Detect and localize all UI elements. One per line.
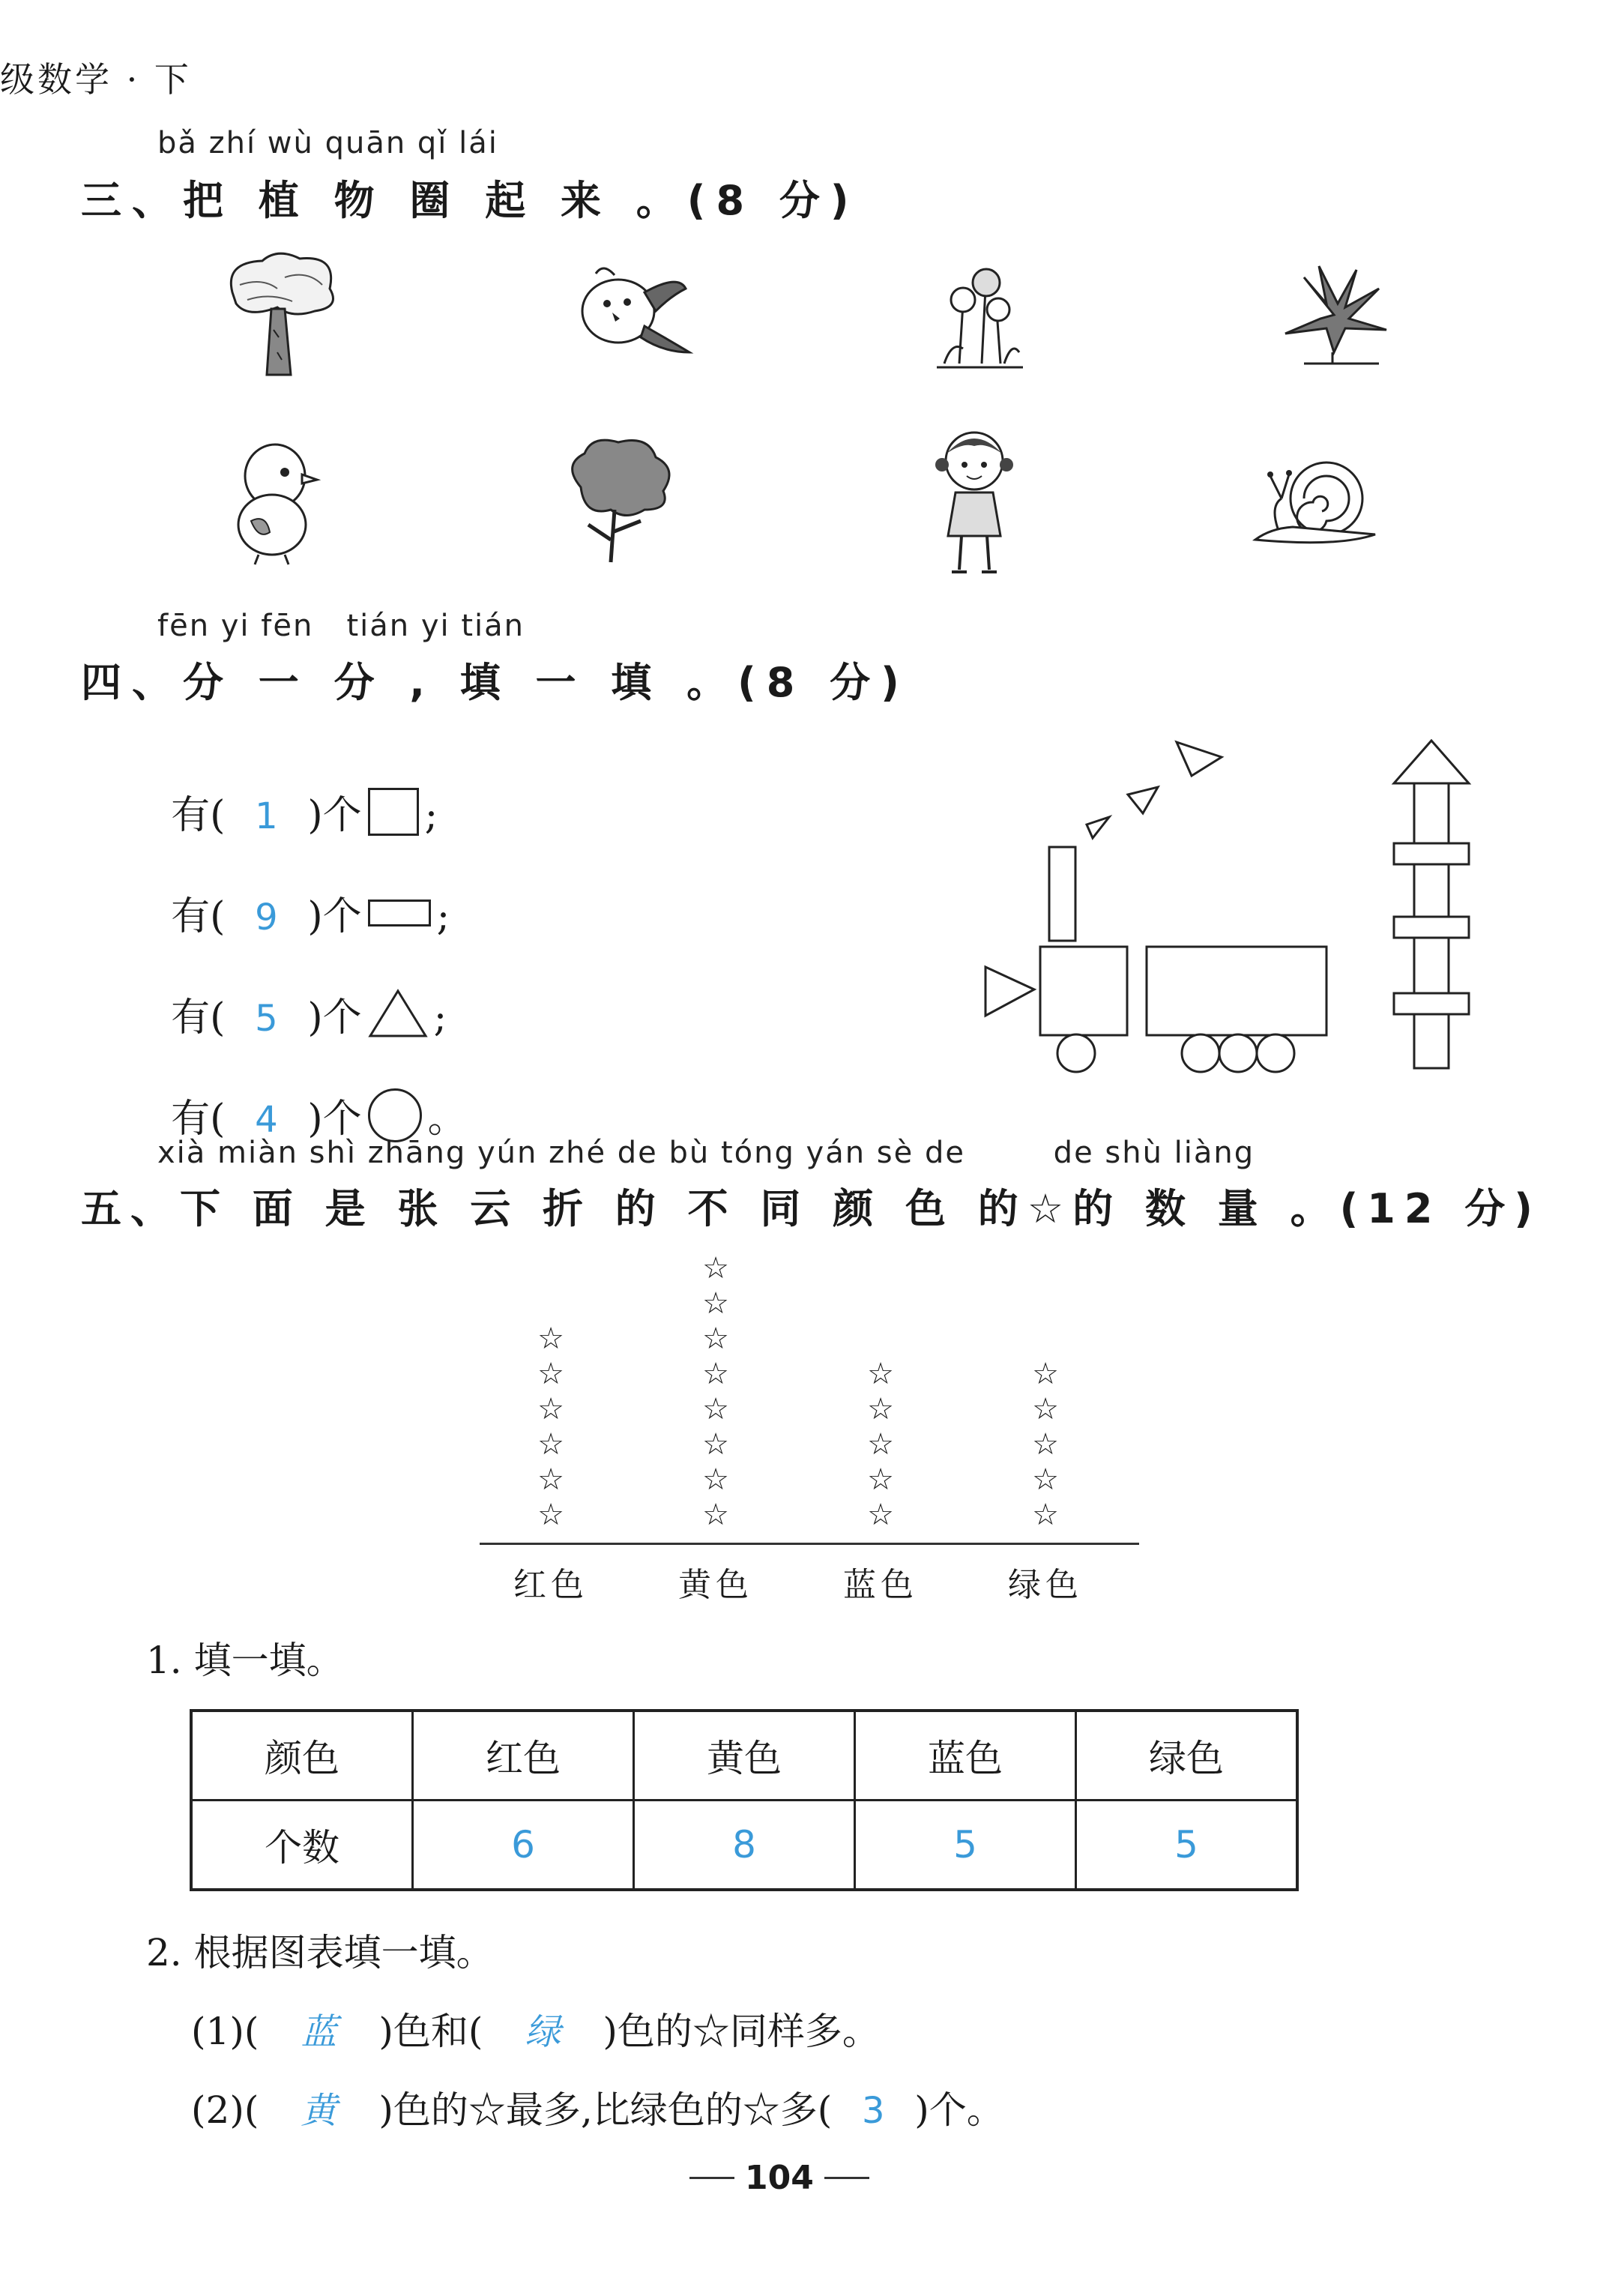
- footer-rule: [824, 2177, 869, 2179]
- answer-red-count[interactable]: 6: [413, 1801, 634, 1890]
- table-header-cell: 蓝色: [855, 1711, 1076, 1801]
- chick-icon[interactable]: [229, 439, 322, 566]
- page-number: 104: [745, 2159, 814, 2197]
- section5-title: 五、下 面 是 张 云 折 的 不 同 颜 色 的☆的 数 量 。(12 分): [81, 1185, 1542, 1232]
- table-header-cell: 绿色: [1076, 1711, 1298, 1801]
- answer-rectangle-count[interactable]: 9: [255, 897, 278, 938]
- footer-rule: [689, 2177, 734, 2179]
- chart-star-mark: ☆: [537, 1498, 564, 1532]
- section4-pinyin: fēn yi fēn tián yi tián: [157, 609, 525, 643]
- chart-star-mark: ☆: [702, 1462, 729, 1497]
- chart-star-mark: ☆: [867, 1462, 894, 1497]
- q2-1-text: (1)(: [191, 2010, 259, 2053]
- chart-star-mark: ☆: [537, 1462, 564, 1497]
- row-suffix: )个: [307, 995, 362, 1040]
- section3-title: 三、把 植 物 圈 起 来 。(8 分): [81, 177, 860, 224]
- answer-circle-count[interactable]: 4: [255, 1099, 278, 1141]
- girl-icon[interactable]: [926, 424, 1023, 577]
- table-header-cell: 黄色: [634, 1711, 855, 1801]
- rectangle-icon: [368, 900, 431, 926]
- q2-2-text: )色的☆最多,比绿色的☆多(: [378, 2088, 833, 2132]
- flowers-icon[interactable]: [929, 259, 1027, 371]
- chart-star-mark: ☆: [1032, 1462, 1059, 1497]
- tree-icon[interactable]: [217, 247, 345, 382]
- chart-star-mark: ☆: [1032, 1498, 1059, 1532]
- page-footer: [689, 2159, 869, 2197]
- table-header-cell: 红色: [413, 1711, 634, 1801]
- chart-category-label: 红色: [513, 1566, 588, 1604]
- snail-icon[interactable]: [1248, 454, 1383, 551]
- table-row: [191, 1711, 1297, 1801]
- count-row-square: [146, 738, 438, 840]
- q2-2-line: [191, 2080, 1004, 2134]
- chart-category-label: 绿色: [1008, 1566, 1083, 1604]
- chart-star-mark: ☆: [702, 1498, 729, 1532]
- chart-star-mark: ☆: [537, 1357, 564, 1391]
- chart-star-mark: ☆: [537, 1322, 564, 1356]
- lily-icon[interactable]: [1274, 262, 1394, 367]
- section5-pinyin: xià miàn shì zhāng yún zhé de bù tóng yán sè de de shù liàng: [157, 1136, 1255, 1170]
- bird-icon[interactable]: [573, 259, 697, 364]
- section4-title: 四、分 一 分 , 填 一 填 。(8 分): [81, 659, 910, 706]
- answer-triangle-count[interactable]: 5: [255, 998, 278, 1040]
- q2-label: 2. 根据图表填一填。: [146, 1931, 494, 1974]
- row-end: 。: [427, 1097, 467, 1142]
- chart-star-mark: ☆: [702, 1392, 729, 1426]
- row-end: ;: [424, 793, 438, 838]
- chart-star-mark: ☆: [702, 1357, 729, 1391]
- chart-star-mark: ☆: [1032, 1427, 1059, 1462]
- q2-2-text: (2)(: [191, 2088, 259, 2132]
- answer-most-color[interactable]: 黄: [301, 2090, 337, 2132]
- section3-pinyin: bǎ zhí wù quān qǐ lái: [157, 126, 498, 160]
- chart-star-mark: ☆: [702, 1251, 729, 1286]
- chart-star-mark: ☆: [867, 1392, 894, 1426]
- pictograph-chart: [472, 1244, 1147, 1619]
- chart-star-mark: ☆: [702, 1427, 729, 1462]
- chart-star-mark: ☆: [867, 1357, 894, 1391]
- row-suffix: )个: [307, 793, 362, 838]
- chart-star-mark: ☆: [537, 1392, 564, 1426]
- q2-1-text: )色的☆同样多。: [603, 2010, 880, 2053]
- chart-star-mark: ☆: [1032, 1392, 1059, 1426]
- row-prefix: 有(: [171, 995, 226, 1040]
- q2-2-text: )个。: [914, 2088, 1004, 2132]
- row-end: ;: [436, 894, 450, 939]
- table-label-cell: 个数: [191, 1801, 413, 1890]
- answer-difference[interactable]: 3: [861, 2090, 885, 2132]
- answer-yellow-count[interactable]: 8: [634, 1801, 855, 1890]
- answer-same-color-2[interactable]: 绿: [525, 2011, 561, 2053]
- chart-category-label: 蓝色: [843, 1566, 918, 1604]
- answer-same-color-1[interactable]: 蓝: [301, 2011, 337, 2053]
- train-figure: [974, 720, 1364, 1079]
- count-row-circle: [146, 1042, 467, 1143]
- header-text: 级数学 · 下: [0, 59, 192, 100]
- row-prefix: 有(: [171, 1097, 226, 1142]
- q2-1-line: [191, 2001, 880, 2055]
- triangle-icon: [368, 989, 428, 1038]
- row-prefix: 有(: [171, 894, 226, 939]
- chart-star-mark: ☆: [537, 1427, 564, 1462]
- square-icon: [368, 788, 419, 836]
- table-row: [191, 1801, 1297, 1890]
- chart-star-mark: ☆: [867, 1427, 894, 1462]
- count-table: [190, 1709, 1299, 1891]
- chart-category-label: 黄色: [678, 1566, 753, 1604]
- chart-star-mark: ☆: [1032, 1357, 1059, 1391]
- q1-label: 1. 填一填。: [146, 1639, 344, 1682]
- answer-blue-count[interactable]: 5: [855, 1801, 1076, 1890]
- chart-baseline: [480, 1543, 1139, 1545]
- tower-figure: [1390, 738, 1473, 1076]
- chart-star-mark: ☆: [702, 1286, 729, 1321]
- circle-icon: [368, 1088, 422, 1142]
- count-row-triangle: [146, 941, 447, 1042]
- row-suffix: )个: [307, 894, 362, 939]
- row-suffix: )个: [307, 1097, 362, 1142]
- answer-green-count[interactable]: 5: [1076, 1801, 1298, 1890]
- chart-star-mark: ☆: [702, 1322, 729, 1356]
- table-header-cell: 颜色: [191, 1711, 413, 1801]
- chart-star-mark: ☆: [867, 1498, 894, 1532]
- row-prefix: 有(: [171, 793, 226, 838]
- q2-1-text: )色和(: [378, 2010, 483, 2053]
- count-row-rectangle: [146, 840, 450, 941]
- row-end: ;: [433, 995, 447, 1040]
- answer-square-count[interactable]: 1: [255, 795, 278, 837]
- bush-icon[interactable]: [558, 435, 678, 566]
